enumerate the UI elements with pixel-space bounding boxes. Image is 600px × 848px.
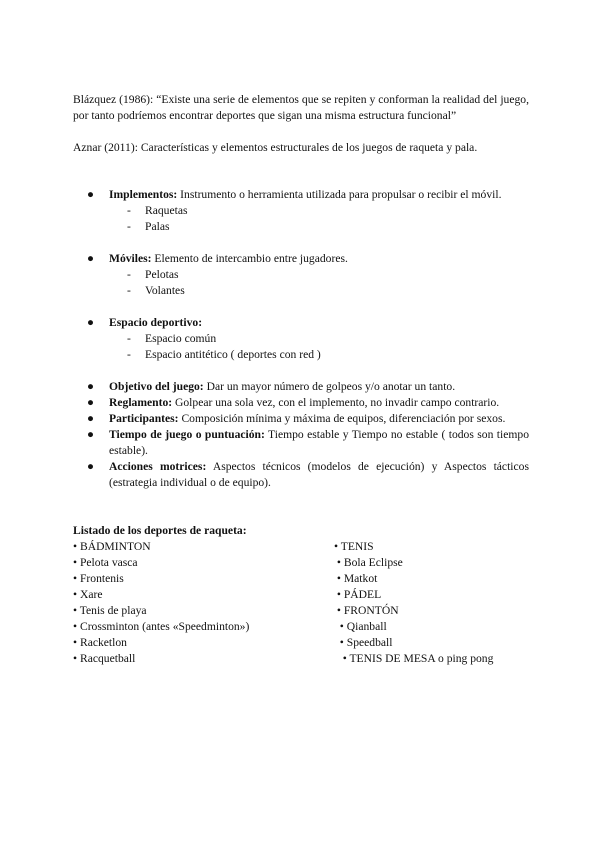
list-item: • Qianball (334, 620, 387, 633)
bullet-dot-icon: ● (87, 380, 95, 393)
bullet-implementos (73, 187, 529, 235)
item-term: Móviles: (109, 252, 152, 265)
bullet-moviles (73, 251, 529, 299)
bullet-dot-icon: ● (87, 188, 95, 201)
dash-icon: - (127, 220, 131, 233)
list-item (73, 379, 529, 395)
bullet-espacio (73, 315, 529, 363)
list-item: • TENIS (334, 540, 374, 553)
list-item: • FRONTÓN (334, 604, 399, 617)
list-item (73, 411, 529, 427)
item-desc: Aspectos técnicos (modelos de ejecución) y Aspectos tácticos (estrategia individual o de equipo). (109, 460, 529, 489)
item-term: Reglamento: (109, 396, 173, 409)
sub-item: - Espacio común (127, 332, 217, 345)
bullet-dot-icon: ● (87, 428, 95, 441)
item-desc: Golpear una sola vez, con el implemento, no invadir campo contrario. (172, 396, 500, 409)
dash-icon: - (127, 204, 131, 217)
sub-item: - Pelotas (127, 268, 179, 281)
item-term: Objetivo del juego: (109, 380, 204, 393)
item-desc: Dar un mayor número de golpeos y/o anotar un tanto. (203, 380, 456, 393)
bullet-dot-icon: ● (87, 412, 95, 425)
item-term: Participantes: (109, 412, 179, 425)
list-item (73, 315, 529, 331)
list-item (73, 427, 529, 459)
item-term: Implementos: (109, 188, 178, 201)
list-item (73, 251, 529, 267)
item-term: Espacio deportivo: (109, 316, 203, 329)
list-item: • Racquetball (73, 652, 136, 665)
dash-icon: - (127, 284, 131, 297)
bullet-group-rest (73, 379, 529, 491)
list-item: • Speedball (334, 636, 393, 649)
dash-icon: - (127, 332, 131, 345)
item-desc: Composición mínima y máxima de equipos, diferenciación por sexos. (178, 412, 506, 425)
bullet-dot-icon: ● (87, 316, 95, 329)
sub-item: - Palas (127, 220, 170, 233)
item-term: Acciones motrices: (109, 460, 207, 473)
list-item: • TENIS DE MESA o ping pong (334, 652, 494, 665)
bullet-dot-icon: ● (87, 252, 95, 265)
list-item (73, 187, 529, 203)
blazquez-quote: Blázquez (1986): “Existe una serie de elementos que se repiten y conforman la realidad del juego, por tanto podríemos encontrar deportes que sigan una misma estructura funcional” (73, 93, 529, 122)
list-item: • Frontenis (73, 572, 124, 585)
list-item: • Tenis de playa (73, 604, 147, 617)
list-item: • PÁDEL (334, 588, 382, 601)
list-item: • Xare (73, 588, 103, 601)
sub-item: - Espacio antitético ( deportes con red ) (127, 348, 321, 361)
list-item (73, 395, 529, 411)
item-term: Tiempo de juego o puntuación: (109, 428, 265, 441)
dash-icon: - (127, 268, 131, 281)
list-item: • Bola Eclipse (334, 556, 403, 569)
dash-icon: - (127, 348, 131, 361)
aznar-quote: Aznar (2011): Características y elementos estructurales de los juegos de raqueta y pala. (73, 141, 478, 154)
item-desc: Elemento de intercambio entre jugadores. (151, 252, 348, 265)
list-item: • Pelota vasca (73, 556, 138, 569)
list-item: • Racketlon (73, 636, 127, 649)
sports-list-title: Listado de los deportes de raqueta: (73, 524, 247, 537)
sports-list-right (334, 539, 493, 667)
item-desc: Instrumento o herramienta utilizada para propulsar o recibir el móvil. (177, 188, 502, 201)
list-item: • Matkot (334, 572, 378, 585)
sports-list-left (73, 539, 249, 667)
sub-item: - Volantes (127, 284, 185, 297)
sub-item: - Raquetas (127, 204, 188, 217)
bullet-dot-icon: ● (87, 460, 95, 473)
item-desc: Tiempo estable y Tiempo no estable ( todos son tiempo estable). (109, 428, 529, 457)
list-item: • Crossminton (antes «Speedminton») (73, 620, 250, 633)
bullet-dot-icon: ● (87, 396, 95, 409)
list-item: • BÁDMINTON (73, 540, 151, 553)
list-item (73, 459, 529, 491)
